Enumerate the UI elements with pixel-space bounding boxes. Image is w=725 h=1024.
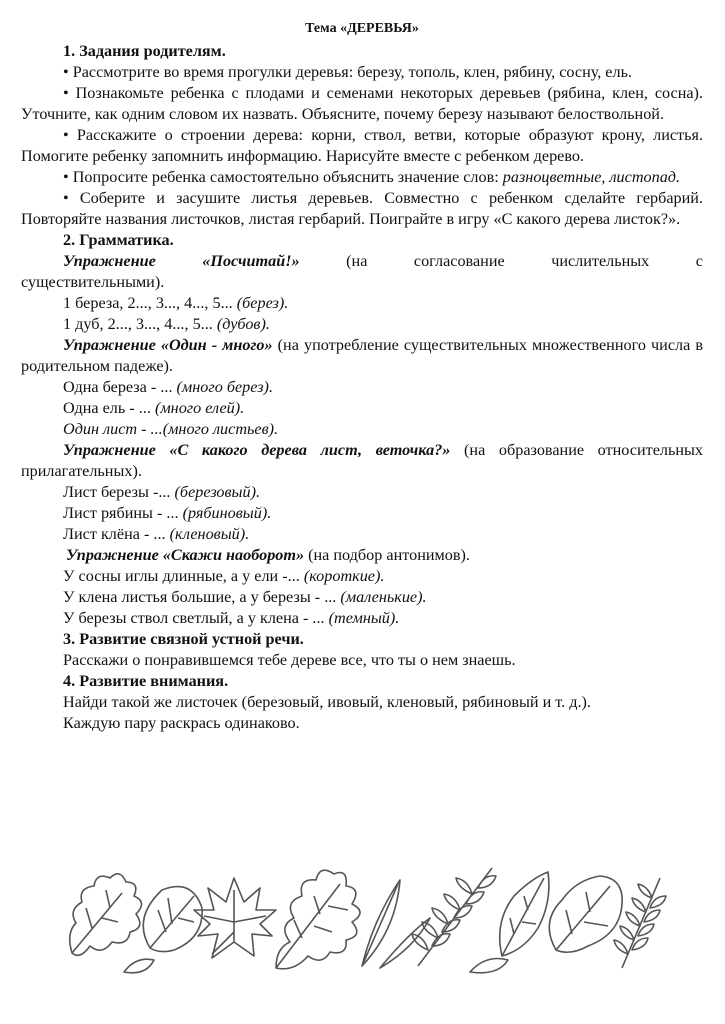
exercise-count-note-2: согласование [413, 252, 505, 270]
exercise-leaf-title: Упражнение «С какого дерева лист, веточка?» [63, 441, 451, 459]
exercise-one-many-title: Упражнение «Один - много» [63, 336, 273, 354]
exercise-leaf-note: (на образование относительных прилагательных). [21, 441, 703, 480]
worksheet-page [21, 18, 703, 734]
exercise-line: Одна ель - ... (много елей). [63, 399, 245, 417]
exercise-opposite-note: (на подбор антонимов). [304, 546, 470, 564]
exercise-count-header [21, 251, 703, 272]
parent-task-1: • Рассмотрите во время прогулки деревья: березу, тополь, клен, рябину, сосну, ель. [63, 63, 632, 81]
exercise-line: У сосны иглы длинные, а у ели -... (короткие). [63, 567, 385, 585]
exercise-line: 1 береза, 2..., 3..., 4..., 5... (берез). [63, 294, 289, 312]
exercise-count-note-3: числительных [551, 252, 650, 270]
page-title: Тема «ДЕРЕВЬЯ» [305, 21, 419, 36]
parent-task-5: • Соберите и засушите листья деревьев. Совместно с ребенком сделайте гербарий. Повторяйте названия листочков, листая гербарий. Поиграйте в игру «С какого дерева листок?». [21, 189, 703, 228]
aspen-leaf-icon [143, 887, 202, 952]
maple-leaf-icon [194, 878, 276, 958]
exercise-line: У клена листья большие, а у березы - ... (маленькие). [63, 588, 427, 606]
oak-leaf-icon [276, 870, 360, 969]
parent-task-3: • Расскажите о строении дерева: корни, ствол, ветви, которые образуют крону, листья. Помогите ребенку запомнить информацию. Нарисуйте вместе с ребенком дерево. [21, 126, 703, 165]
linden-leaf-icon [549, 876, 622, 952]
willow-leaf-icon [362, 880, 430, 968]
exercise-line: 1 дуб, 2..., 3..., 4..., 5... (дубов). [63, 315, 270, 333]
attention-task-line-2: Каждую пару раскрась одинаково. [63, 714, 300, 732]
exercise-count-note-cont: существительными). [21, 273, 165, 291]
exercise-one-many-note: (на употребление существительных множественного числа в родительном падеже). [21, 336, 703, 375]
parent-task-4-text: • Попросите ребенка самостоятельно объяснить значение слов: [63, 168, 503, 186]
speech-task: Расскажи о понравившемся тебе дереве все, что ты о нем знаешь. [63, 651, 516, 669]
exercise-line: Лист рябины - ... (рябиновый). [63, 504, 272, 522]
exercise-leaf-header [21, 440, 703, 482]
exercise-line: Одна береза - ... (много берез). [63, 378, 273, 396]
birch-leaf-icon [500, 872, 549, 956]
exercise-count-word: Упражнение [63, 252, 156, 270]
exercise-count-note-4: с [695, 252, 703, 270]
exercise-opposite-title: Упражнение «Скажи наоборот» [66, 546, 305, 564]
section-2-heading: 2. Грамматика. [63, 231, 174, 249]
exercise-opposite-header [21, 545, 703, 566]
leaves-illustration [62, 838, 667, 978]
section-1-heading: 1. Задания родителям. [63, 42, 226, 60]
parent-task-4-words: разноцветные, листопад. [502, 168, 681, 186]
rowan-leaf-icon [412, 868, 496, 966]
exercise-one-many-header [21, 335, 703, 377]
oak-leaf-icon [70, 874, 142, 956]
parent-task-4 [21, 167, 703, 188]
exercise-line: Один лист - ...(много листьев). [63, 420, 279, 438]
attention-task-line-1: Найди такой же листочек (березовый, ивовый, кленовый, рябиновый и т. д.). [63, 693, 591, 711]
exercise-count-name: «Посчитай!» [202, 252, 300, 270]
section-4-heading: 4. Развитие внимания. [63, 672, 229, 690]
exercise-line: Лист березы -... (березовый). [63, 483, 261, 501]
exercise-line: Лист клёна - ... (кленовый). [63, 525, 250, 543]
exercise-line: У березы ствол светлый, а у клена - ... (темный). [63, 609, 400, 627]
section-3-heading: 3. Развитие связной устной речи. [63, 630, 304, 648]
exercise-count-note-1: (на [346, 252, 368, 270]
parent-task-2: • Познакомьте ребенка с плодами и семенами некоторых деревьев (рябина, клен, сосна). Уточните, как одним словом их назвать. Объясните, почему березу называют белоствольной. [21, 84, 703, 123]
